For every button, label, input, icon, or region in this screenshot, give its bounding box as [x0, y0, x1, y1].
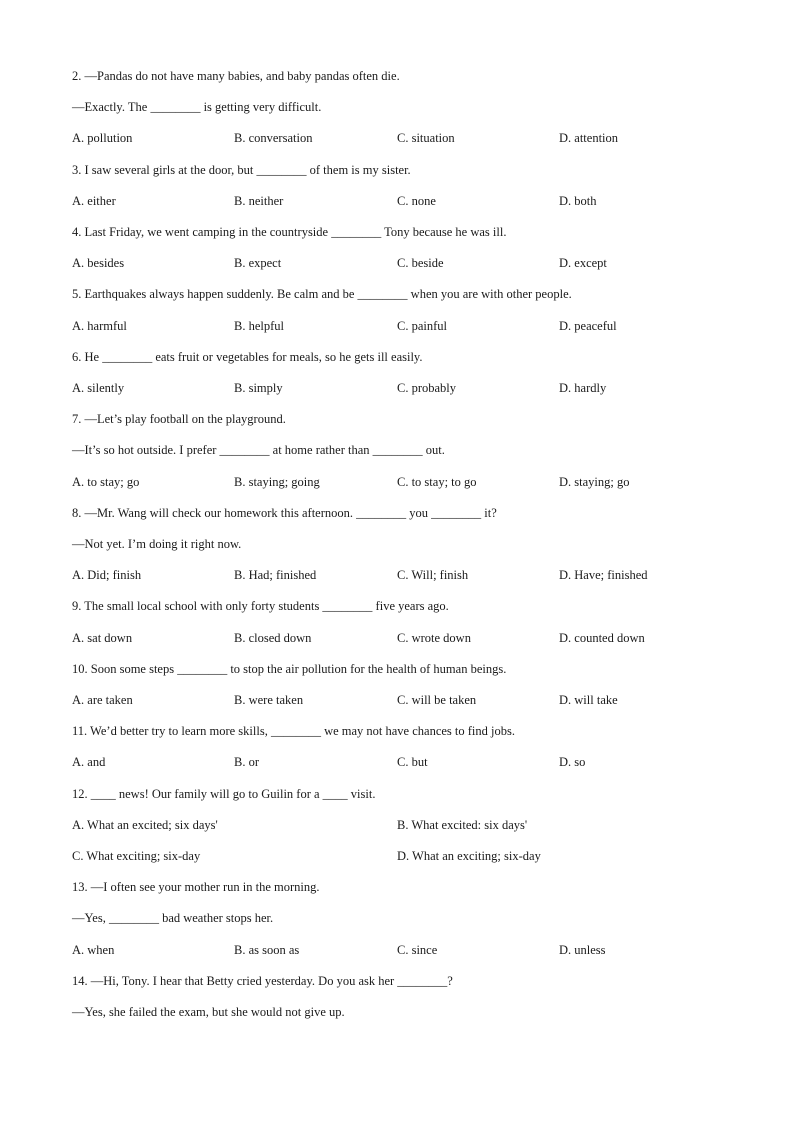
answer-option[interactable]: B. as soon as	[234, 943, 300, 957]
answer-option[interactable]: D. so	[559, 755, 586, 769]
question-stem: 6. He ________ eats fruit or vegetables for meals, so he gets ill easily.	[72, 350, 423, 364]
answer-option[interactable]: B. were taken	[234, 693, 304, 707]
answer-option[interactable]: B. Had; finished	[234, 568, 317, 582]
answer-option[interactable]: A. harmful	[72, 319, 127, 333]
answer-option[interactable]: C. will be taken	[397, 693, 477, 707]
answer-option[interactable]: C. What exciting; six-day	[72, 849, 201, 863]
question-stem: 13. —I often see your mother run in the morning.	[72, 880, 320, 894]
answer-option[interactable]: C. none	[397, 194, 436, 208]
question-stem: 8. —Mr. Wang will check our homework this afternoon. ________ you ________ it?	[72, 506, 497, 520]
answer-option[interactable]: B. or	[234, 755, 259, 769]
question-stem: 5. Earthquakes always happen suddenly. Be calm and be ________ when you are with other people.	[72, 287, 572, 301]
question-stem: 14. —Hi, Tony. I hear that Betty cried yesterday. Do you ask her ________?	[72, 974, 453, 988]
answer-option[interactable]: A. when	[72, 943, 115, 957]
question-stem: 10. Soon some steps ________ to stop the air pollution for the health of human beings.	[72, 662, 507, 676]
answer-option[interactable]: D. peaceful	[559, 319, 617, 333]
answer-option[interactable]: A. What an excited; six days'	[72, 818, 218, 832]
answer-option[interactable]: D. hardly	[559, 381, 607, 395]
answer-option[interactable]: B. neither	[234, 194, 284, 208]
answer-option[interactable]: C. beside	[397, 256, 444, 270]
answer-option[interactable]: D. staying; go	[559, 475, 630, 489]
answer-option[interactable]: C. to stay; to go	[397, 475, 477, 489]
answer-option[interactable]: A. pollution	[72, 131, 133, 145]
answer-option[interactable]: C. wrote down	[397, 631, 471, 645]
answer-option[interactable]: D. counted down	[559, 631, 645, 645]
answer-option[interactable]: D. both	[559, 194, 597, 208]
answer-option[interactable]: D. What an exciting; six-day	[397, 849, 541, 863]
answer-option[interactable]: D. Have; finished	[559, 568, 648, 582]
question-dialog-line: —Exactly. The ________ is getting very difficult.	[72, 100, 322, 114]
answer-option[interactable]: C. probably	[397, 381, 457, 395]
answer-option[interactable]: A. sat down	[72, 631, 133, 645]
question-dialog-line: —Yes, ________ bad weather stops her.	[72, 911, 274, 925]
answer-option[interactable]: D. will take	[559, 693, 618, 707]
answer-option[interactable]: C. since	[397, 943, 438, 957]
answer-option[interactable]: B. staying; going	[234, 475, 320, 489]
answer-option[interactable]: C. painful	[397, 319, 447, 333]
question-stem: 7. —Let’s play football on the playground.	[72, 412, 286, 426]
answer-option[interactable]: B. simply	[234, 381, 283, 395]
question-dialog-line: —Not yet. I’m doing it right now.	[72, 537, 242, 551]
answer-option[interactable]: A. to stay; go	[72, 475, 140, 489]
question-dialog-line: —Yes, she failed the exam, but she would not give up.	[72, 1005, 345, 1019]
answer-option[interactable]: C. Will; finish	[397, 568, 469, 582]
answer-option[interactable]: A. Did; finish	[72, 568, 142, 582]
answer-option[interactable]: B. closed down	[234, 631, 312, 645]
question-dialog-line: —It’s so hot outside. I prefer ________ at home rather than ________ out.	[72, 443, 445, 457]
answer-option[interactable]: A. silently	[72, 381, 125, 395]
answer-option[interactable]: B. What excited: six days'	[397, 818, 528, 832]
answer-option[interactable]: D. unless	[559, 943, 606, 957]
question-stem: 9. The small local school with only forty students ________ five years ago.	[72, 599, 449, 613]
answer-option[interactable]: D. attention	[559, 131, 619, 145]
answer-option[interactable]: C. but	[397, 755, 428, 769]
answer-option[interactable]: D. except	[559, 256, 607, 270]
question-stem: 12. ____ news! Our family will go to Guilin for a ____ visit.	[72, 787, 376, 801]
answer-option[interactable]: B. conversation	[234, 131, 313, 145]
question-stem: 11. We’d better try to learn more skills, ________ we may not have chances to find jobs.	[72, 724, 515, 738]
answer-option[interactable]: A. are taken	[72, 693, 133, 707]
question-stem: 2. —Pandas do not have many babies, and baby pandas often die.	[72, 69, 400, 83]
question-stem: 3. I saw several girls at the door, but ________ of them is my sister.	[72, 163, 411, 177]
answer-option[interactable]: B. helpful	[234, 319, 284, 333]
answer-option[interactable]: C. situation	[397, 131, 455, 145]
answer-option[interactable]: A. and	[72, 755, 106, 769]
answer-option[interactable]: A. besides	[72, 256, 125, 270]
answer-option[interactable]: B. expect	[234, 256, 282, 270]
answer-option[interactable]: A. either	[72, 194, 116, 208]
question-stem: 4. Last Friday, we went camping in the countryside ________ Tony because he was ill.	[72, 225, 507, 239]
